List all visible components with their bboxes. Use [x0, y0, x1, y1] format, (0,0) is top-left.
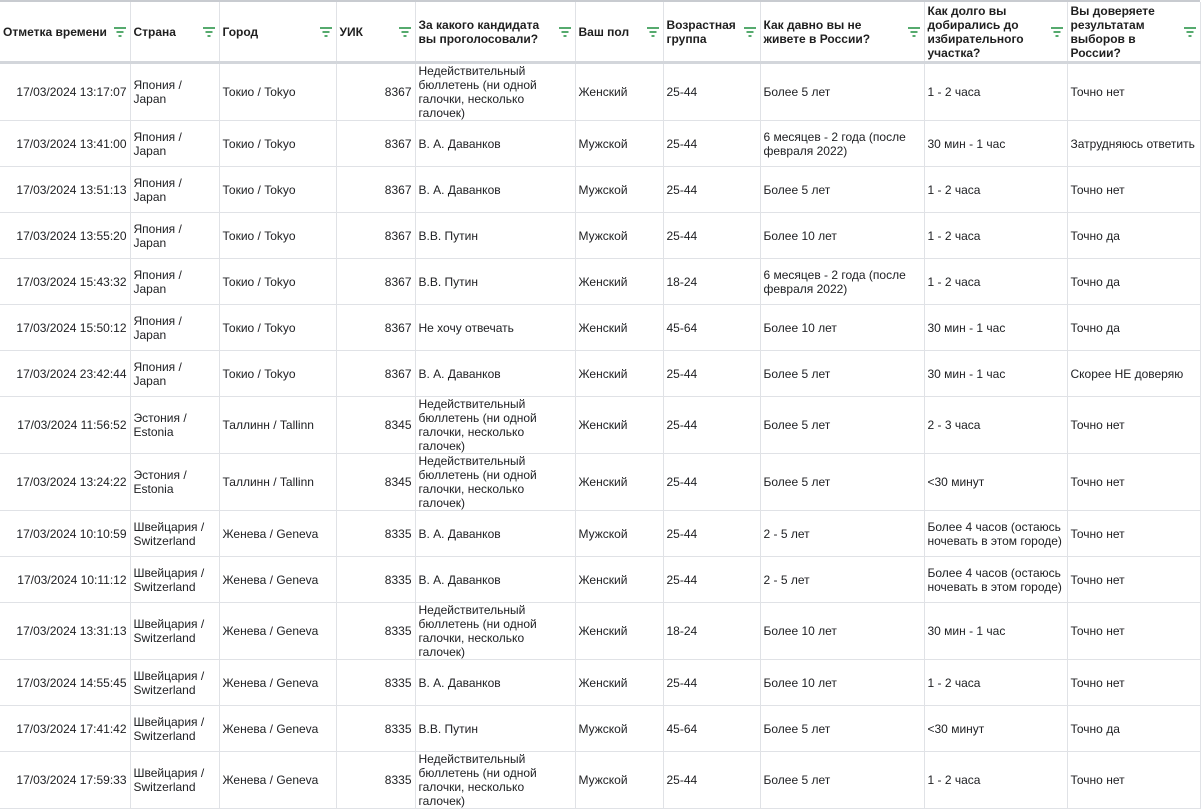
cell-candidate[interactable]: В.В. Путин: [415, 706, 575, 752]
cell-country[interactable]: Япония / Japan: [130, 213, 219, 259]
cell-candidate[interactable]: Недействительный бюллетень (ни одной галочки, несколько галочек): [415, 752, 575, 809]
cell-age-group[interactable]: 18-24: [663, 259, 760, 305]
cell-travel-time[interactable]: Более 4 часов (остаюсь ночевать в этом городе): [924, 511, 1067, 557]
cell-city[interactable]: Женева / Geneva: [219, 603, 336, 660]
cell-travel-time[interactable]: 1 - 2 часа: [924, 63, 1067, 121]
cell-uik[interactable]: 8335: [336, 752, 415, 809]
cell-candidate[interactable]: В. А. Даванков: [415, 351, 575, 397]
cell-trust[interactable]: Точно нет: [1067, 454, 1200, 511]
cell-age-group[interactable]: 25-44: [663, 63, 760, 121]
cell-timestamp[interactable]: 17/03/2024 10:11:12: [0, 557, 130, 603]
cell-age-group[interactable]: 25-44: [663, 557, 760, 603]
cell-time-abroad[interactable]: Более 10 лет: [760, 660, 924, 706]
header-row: [0, 2, 1200, 63]
cell-city[interactable]: Женева / Geneva: [219, 752, 336, 809]
cell-timestamp[interactable]: 17/03/2024 11:56:52: [0, 397, 130, 454]
cell-country[interactable]: Швейцария / Switzerland: [130, 660, 219, 706]
header-label: Ваш пол: [578, 24, 630, 39]
cell-uik[interactable]: 8335: [336, 706, 415, 752]
cell-trust[interactable]: Точно да: [1067, 706, 1200, 752]
table-row: [0, 63, 1200, 121]
cell-candidate[interactable]: Не хочу отвечать: [415, 305, 575, 351]
header-label: За какого кандидата вы проголосовали?: [418, 17, 540, 46]
cell-time-abroad[interactable]: Более 5 лет: [760, 706, 924, 752]
cell-timestamp[interactable]: 17/03/2024 13:51:13: [0, 167, 130, 213]
cell-city[interactable]: Женева / Geneva: [219, 660, 336, 706]
cell-age-group[interactable]: 45-64: [663, 305, 760, 351]
cell-country[interactable]: Эстония / Estonia: [130, 397, 219, 454]
cell-trust[interactable]: Точно нет: [1067, 752, 1200, 809]
filter-icon[interactable]: [203, 27, 215, 37]
cell-uik[interactable]: 8367: [336, 351, 415, 397]
cell-age-group[interactable]: 25-44: [663, 454, 760, 511]
header-label: УИК: [339, 24, 363, 39]
cell-candidate[interactable]: В.В. Путин: [415, 259, 575, 305]
cell-timestamp[interactable]: 17/03/2024 10:10:59: [0, 511, 130, 557]
table-row: [0, 511, 1200, 557]
cell-age-group[interactable]: 25-44: [663, 660, 760, 706]
cell-uik[interactable]: 8367: [336, 213, 415, 259]
cell-uik[interactable]: 8335: [336, 603, 415, 660]
header-label: Город: [222, 24, 259, 39]
header-travel-time[interactable]: [924, 2, 1067, 63]
cell-uik[interactable]: 8335: [336, 511, 415, 557]
responses-table: [0, 2, 1201, 809]
cell-time-abroad[interactable]: Более 5 лет: [760, 752, 924, 809]
cell-candidate[interactable]: В. А. Даванков: [415, 511, 575, 557]
cell-uik[interactable]: 8335: [336, 660, 415, 706]
cell-age-group[interactable]: 25-44: [663, 511, 760, 557]
cell-candidate[interactable]: Недействительный бюллетень (ни одной галочки, несколько галочек): [415, 397, 575, 454]
cell-city[interactable]: Токио / Tokyo: [219, 213, 336, 259]
cell-city[interactable]: Токио / Tokyo: [219, 121, 336, 167]
filter-icon[interactable]: [1184, 27, 1196, 37]
header-candidate[interactable]: [415, 2, 575, 63]
header-timestamp[interactable]: [0, 2, 130, 63]
table-row: [0, 351, 1200, 397]
cell-candidate[interactable]: Недействительный бюллетень (ни одной галочки, несколько галочек): [415, 63, 575, 121]
table-row: [0, 752, 1200, 809]
cell-country[interactable]: Швейцария / Switzerland: [130, 557, 219, 603]
cell-timestamp[interactable]: 17/03/2024 13:24:22: [0, 454, 130, 511]
header-label: Как давно вы не живете в России?: [763, 17, 871, 46]
header-label: Страна: [133, 24, 176, 39]
header-trust[interactable]: [1067, 2, 1200, 63]
header-label: Как долго вы добирались до избирательного участка?: [927, 3, 1024, 60]
cell-travel-time[interactable]: 1 - 2 часа: [924, 660, 1067, 706]
cell-uik[interactable]: 8367: [336, 259, 415, 305]
cell-travel-time[interactable]: 1 - 2 часа: [924, 259, 1067, 305]
cell-travel-time[interactable]: 30 мин - 1 час: [924, 121, 1067, 167]
header-country[interactable]: [130, 2, 219, 63]
cell-uik[interactable]: 8367: [336, 305, 415, 351]
cell-travel-time[interactable]: <30 минут: [924, 706, 1067, 752]
cell-time-abroad[interactable]: Более 5 лет: [760, 167, 924, 213]
cell-timestamp[interactable]: 17/03/2024 17:59:33: [0, 752, 130, 809]
cell-time-abroad[interactable]: Более 10 лет: [760, 213, 924, 259]
table-row: [0, 706, 1200, 752]
header-label: Возрастная группа: [666, 17, 736, 46]
cell-country[interactable]: Швейцария / Switzerland: [130, 706, 219, 752]
cell-country[interactable]: Швейцария / Switzerland: [130, 511, 219, 557]
table-row: [0, 167, 1200, 213]
cell-uik[interactable]: 8335: [336, 557, 415, 603]
cell-candidate[interactable]: Недействительный бюллетень (ни одной галочки, несколько галочек): [415, 603, 575, 660]
table-row: [0, 305, 1200, 351]
filter-icon[interactable]: [320, 27, 332, 37]
cell-time-abroad[interactable]: Более 5 лет: [760, 63, 924, 121]
cell-country[interactable]: Швейцария / Switzerland: [130, 603, 219, 660]
cell-timestamp[interactable]: 17/03/2024 17:41:42: [0, 706, 130, 752]
filter-icon[interactable]: [744, 27, 756, 37]
cell-city[interactable]: Таллинн / Tallinn: [219, 454, 336, 511]
cell-city[interactable]: Токио / Tokyo: [219, 167, 336, 213]
cell-city[interactable]: Токио / Tokyo: [219, 63, 336, 121]
cell-timestamp[interactable]: 17/03/2024 13:41:00: [0, 121, 130, 167]
cell-city[interactable]: Токио / Tokyo: [219, 351, 336, 397]
cell-age-group[interactable]: 25-44: [663, 397, 760, 454]
filter-icon[interactable]: [399, 27, 411, 37]
cell-country[interactable]: Япония / Japan: [130, 167, 219, 213]
cell-trust[interactable]: Точно нет: [1067, 660, 1200, 706]
cell-uik[interactable]: 8367: [336, 63, 415, 121]
cell-trust[interactable]: Точно нет: [1067, 397, 1200, 454]
cell-gender[interactable]: Мужской: [575, 213, 663, 259]
cell-travel-time[interactable]: 1 - 2 часа: [924, 167, 1067, 213]
cell-country[interactable]: Япония / Japan: [130, 351, 219, 397]
cell-age-group[interactable]: 18-24: [663, 603, 760, 660]
cell-gender[interactable]: Женский: [575, 557, 663, 603]
cell-city[interactable]: Женева / Geneva: [219, 511, 336, 557]
cell-gender[interactable]: Мужской: [575, 752, 663, 809]
cell-gender[interactable]: Женский: [575, 454, 663, 511]
cell-uik[interactable]: 8345: [336, 397, 415, 454]
header-city[interactable]: [219, 2, 336, 63]
cell-travel-time[interactable]: Более 4 часов (остаюсь ночевать в этом городе): [924, 557, 1067, 603]
cell-travel-time[interactable]: 30 мин - 1 час: [924, 351, 1067, 397]
cell-candidate[interactable]: В. А. Даванков: [415, 167, 575, 213]
cell-timestamp[interactable]: 17/03/2024 14:55:45: [0, 660, 130, 706]
cell-time-abroad[interactable]: Более 5 лет: [760, 454, 924, 511]
table-row: [0, 121, 1200, 167]
cell-travel-time[interactable]: 1 - 2 часа: [924, 213, 1067, 259]
cell-candidate[interactable]: В. А. Даванков: [415, 557, 575, 603]
cell-trust[interactable]: Точно да: [1067, 213, 1200, 259]
cell-age-group[interactable]: 25-44: [663, 167, 760, 213]
cell-gender[interactable]: Женский: [575, 351, 663, 397]
cell-timestamp[interactable]: 17/03/2024 13:17:07: [0, 63, 130, 121]
cell-time-abroad[interactable]: 2 - 5 лет: [760, 557, 924, 603]
cell-trust[interactable]: Точно нет: [1067, 167, 1200, 213]
cell-gender[interactable]: Мужской: [575, 167, 663, 213]
table-row: [0, 213, 1200, 259]
cell-country[interactable]: Швейцария / Switzerland: [130, 752, 219, 809]
cell-uik[interactable]: 8367: [336, 167, 415, 213]
header-uik[interactable]: [336, 2, 415, 63]
cell-trust[interactable]: Точно нет: [1067, 557, 1200, 603]
cell-uik[interactable]: 8345: [336, 454, 415, 511]
cell-gender[interactable]: Мужской: [575, 121, 663, 167]
cell-trust[interactable]: Точно да: [1067, 259, 1200, 305]
cell-timestamp[interactable]: 17/03/2024 23:42:44: [0, 351, 130, 397]
header-label: Отметка времени: [3, 24, 107, 39]
cell-gender[interactable]: Женский: [575, 63, 663, 121]
cell-city[interactable]: Токио / Tokyo: [219, 259, 336, 305]
cell-time-abroad[interactable]: 2 - 5 лет: [760, 511, 924, 557]
cell-candidate[interactable]: В. А. Даванков: [415, 121, 575, 167]
cell-travel-time[interactable]: 30 мин - 1 час: [924, 305, 1067, 351]
filter-icon[interactable]: [114, 27, 126, 37]
cell-country[interactable]: Эстония / Estonia: [130, 454, 219, 511]
cell-time-abroad[interactable]: Более 5 лет: [760, 351, 924, 397]
cell-travel-time[interactable]: <30 минут: [924, 454, 1067, 511]
cell-gender[interactable]: Мужской: [575, 511, 663, 557]
cell-timestamp[interactable]: 17/03/2024 13:31:13: [0, 603, 130, 660]
table-row: [0, 557, 1200, 603]
table-row: [0, 397, 1200, 454]
cell-gender[interactable]: Женский: [575, 305, 663, 351]
cell-city[interactable]: Таллинн / Tallinn: [219, 397, 336, 454]
cell-travel-time[interactable]: 30 мин - 1 час: [924, 603, 1067, 660]
cell-country[interactable]: Япония / Japan: [130, 63, 219, 121]
cell-trust[interactable]: Точно нет: [1067, 63, 1200, 121]
header-label: Вы доверяете результатам выборов в России?: [1070, 3, 1155, 60]
cell-gender[interactable]: Мужской: [575, 706, 663, 752]
filter-icon[interactable]: [908, 27, 920, 37]
cell-timestamp[interactable]: 17/03/2024 13:55:20: [0, 213, 130, 259]
cell-candidate[interactable]: В. А. Даванков: [415, 660, 575, 706]
cell-uik[interactable]: 8367: [336, 121, 415, 167]
cell-trust[interactable]: Точно да: [1067, 305, 1200, 351]
table-row: [0, 259, 1200, 305]
cell-city[interactable]: Женева / Geneva: [219, 706, 336, 752]
cell-city[interactable]: Женева / Geneva: [219, 557, 336, 603]
cell-trust[interactable]: Скорее НЕ доверяю: [1067, 351, 1200, 397]
cell-city[interactable]: Токио / Tokyo: [219, 305, 336, 351]
header-gender[interactable]: [575, 2, 663, 63]
filter-icon[interactable]: [647, 27, 659, 37]
cell-gender[interactable]: Женский: [575, 660, 663, 706]
cell-gender[interactable]: Женский: [575, 397, 663, 454]
cell-age-group[interactable]: 45-64: [663, 706, 760, 752]
cell-candidate[interactable]: Недействительный бюллетень (ни одной галочки, несколько галочек): [415, 454, 575, 511]
header-time-abroad[interactable]: [760, 2, 924, 63]
cell-time-abroad[interactable]: Более 10 лет: [760, 603, 924, 660]
cell-age-group[interactable]: 25-44: [663, 213, 760, 259]
cell-time-abroad[interactable]: 6 месяцев - 2 года (после февраля 2022): [760, 259, 924, 305]
cell-trust[interactable]: Затрудняюсь ответить: [1067, 121, 1200, 167]
cell-age-group[interactable]: 25-44: [663, 351, 760, 397]
cell-country[interactable]: Япония / Japan: [130, 259, 219, 305]
table-row: [0, 603, 1200, 660]
cell-travel-time[interactable]: 2 - 3 часа: [924, 397, 1067, 454]
cell-time-abroad[interactable]: 6 месяцев - 2 года (после февраля 2022): [760, 121, 924, 167]
cell-gender[interactable]: Женский: [575, 259, 663, 305]
filter-icon[interactable]: [559, 27, 571, 37]
cell-timestamp[interactable]: 17/03/2024 15:43:32: [0, 259, 130, 305]
cell-time-abroad[interactable]: Более 5 лет: [760, 397, 924, 454]
cell-country[interactable]: Япония / Japan: [130, 121, 219, 167]
cell-candidate[interactable]: В.В. Путин: [415, 213, 575, 259]
table-row: [0, 660, 1200, 706]
cell-trust[interactable]: Точно нет: [1067, 511, 1200, 557]
filter-icon[interactable]: [1051, 27, 1063, 37]
cell-age-group[interactable]: 25-44: [663, 121, 760, 167]
cell-time-abroad[interactable]: Более 10 лет: [760, 305, 924, 351]
cell-timestamp[interactable]: 17/03/2024 15:50:12: [0, 305, 130, 351]
cell-gender[interactable]: Женский: [575, 603, 663, 660]
cell-age-group[interactable]: 25-44: [663, 752, 760, 809]
cell-trust[interactable]: Точно нет: [1067, 603, 1200, 660]
cell-country[interactable]: Япония / Japan: [130, 305, 219, 351]
header-age-group[interactable]: [663, 2, 760, 63]
table-row: [0, 454, 1200, 511]
cell-travel-time[interactable]: 1 - 2 часа: [924, 752, 1067, 809]
